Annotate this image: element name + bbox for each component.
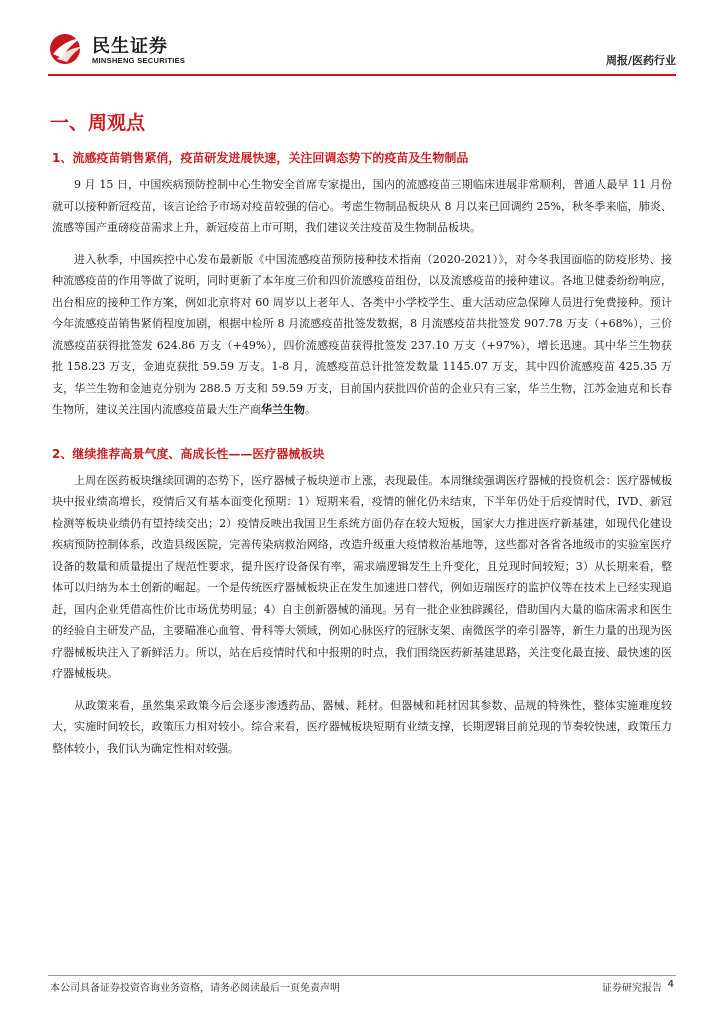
section-title-vaccine: 1、流感疫苗销售紧俏，疫苗研发进展快速，关注回调态势下的疫苗及生物制品 <box>52 151 469 165</box>
chapter-title: 一、周观点 <box>50 112 146 134</box>
main-content <box>52 108 672 759</box>
footer-disclaimer: 本公司具备证券投资咨询业务资格，请务必阅读最后一页免责声明 <box>50 983 340 994</box>
page-header <box>48 30 676 72</box>
paragraph: 从政策来看，虽然集采政策今后会逐步渗透药品、器械、耗材。但器械和耗材因其参数、品规的特殊性，整体实施难度较大，实施时间较长，政策压力相对较小。综合来看，医疗器械板块短期有业绩支撑，长期逻辑目前兑现的节奏较快速，政策压力整体较小，我们认为确定性相对较强。 <box>52 698 672 755</box>
page-number: 4 <box>667 979 674 990</box>
logo-english-name: MINSHENG SECURITIES <box>92 56 186 65</box>
report-category-tag: 周报/医药行业 <box>605 54 676 67</box>
paragraph <box>52 249 672 421</box>
paragraph-text: 进入秋季，中国疾控中心发布最新版《中国流感疫苗预防接种技术指南（2020-2021）》，对今冬我国面临的防疫形势、接种流感疫苗的作用等做了说明，同时更新了本年度三价和四价流感疫苗组份，以及流感疫苗的接种建议。各地卫健委纷纷响应，出台相应的接种工作方案，例如北京将对 60 周岁以上老年人、各类中小学校学生、重大活动应急保障人员进行免费接种。预计今年流感疫苗销售紧俏程度加剧，根据中检所 8 月流感疫苗批签发数据，8 月流感疫苗共批签发 907.78 万支（+68%），三价流感疫苗获得批签发 624.86 万支（+49%），四价流感疫苗获得批签发 237.10 万支（+97%），增长迅速。其中华兰生物获批 158.23 万支，金迪克获批 59.59 万支。1-8 月，流感疫苗总计批签发数量 1145.07 万支，其中四价流感疫苗 425.35 万支，华兰生物和金迪克分别为 288.5 万支和 59.59 万支，目前国内获批四价苗的企业只有三家，华兰生物，江苏金迪克和长春生物所，建议关注国内流感疫苗最大生产商 <box>52 252 672 416</box>
section-title-medical-devices: 2、继续推荐高景气度、高成长性——医疗器械板块 <box>52 446 325 461</box>
header-divider <box>48 74 676 76</box>
paragraph: 上周在医药板块继续回调的态势下，医疗器械子板块逆市上涨，表现最佳。本周继续强调医疗器械的投资机会：医疗器械板块中报业绩高增长，疫情后又有基本面变化预期：1）短期来看，疫情的催化仍未结束，下半年仍处于后疫情时代，IVD、新冠检测等板块业绩仍有望持续交出；2）疫情反映出我国卫生系统方面仍存在较大短板，国家大力推进医疗新基建，如现代化建设疾病预防控制体系，改造县级医院，完善传染病救治网络，改造升级重大疫情救治基地等，这些都对各省各地级市的实验室医疗设备的数量和质量提出了规范性要求，提升医疗设备保有率，需求端逻辑发生上升变化，且兑现时间较短；3）从长期来看，整体可以归纳为本土创新的崛起。一个是传统医疗器械板块正在发生加速进口替代，例如迈瑞医疗的监护仪等在技术上已经实现追赶，国内企业凭借高性价比市场优势明显；4）自主创新器械的涌现。另有一批企业独辟蹊径，借助国内大量的临床需求和医生的经验自主研发产品，主要瞄准心血管、骨科等大领域，例如心脉医疗的冠脉支架、南微医学的牵引器等，新生力量的出现为医疗器械板块注入了新鲜活力。所以，站在后疫情时代和中报期的时点，我们围绕医药新基建思路，关注变化最直接、最快速的医疗器械板块。 <box>52 473 672 680</box>
footer-report-type: 证券研究报告 <box>602 983 662 994</box>
company-logo <box>48 30 248 72</box>
footer-divider <box>48 975 676 976</box>
paragraph: 9 月 15 日，中国疾病预防控制中心生物安全首席专家提出，国内的流感疫苗三期临床进展非常顺利，普通人最早 11 月份就可以接种新冠疫苗，该言论给予市场对疫苗较强的信心。考虑生物制品板块从 8 月以来已回调约 25%，秋冬季来临，肺炎、流感等国产重磅疫苗需求上升，新冠疫苗上市可期，我们建议关注疫苗及生物制品板块。 <box>52 178 672 234</box>
logo-chinese-name: 民生证券 <box>92 36 168 57</box>
paragraph-tail: 。 <box>305 403 316 416</box>
highlighted-company: 华兰生物 <box>261 403 305 416</box>
minsheng-logo-icon <box>48 32 86 66</box>
